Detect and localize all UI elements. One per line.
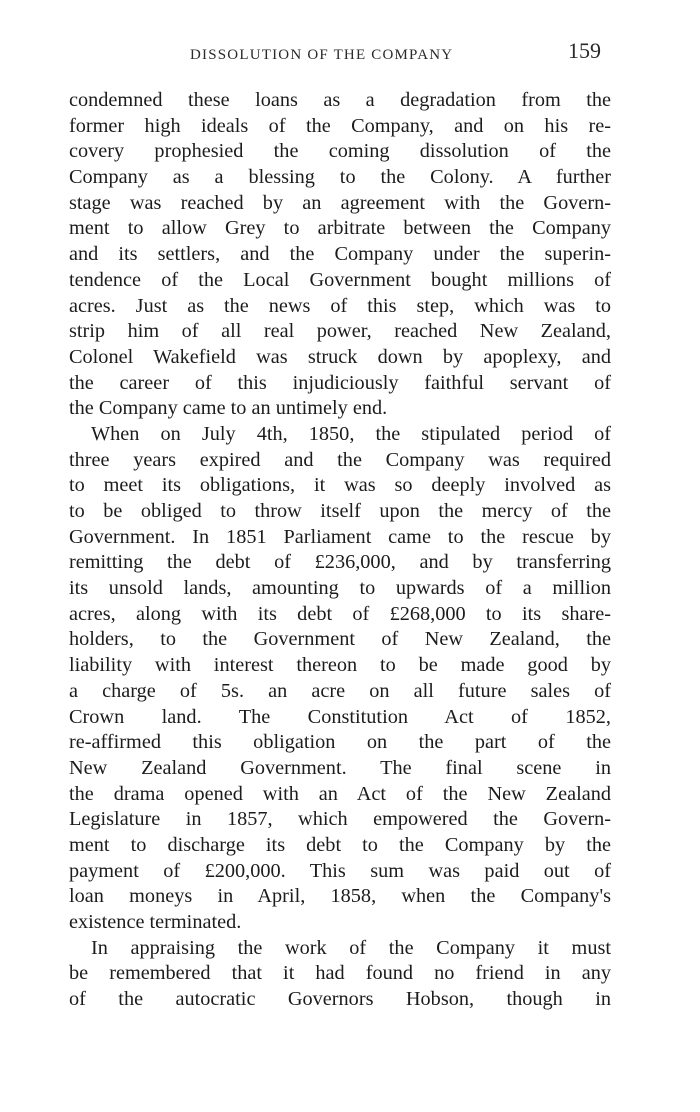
- text-line: be remembered that it had found no friend in any: [69, 962, 611, 985]
- text-line: remitting the debt of £236,000, and by transferring: [69, 551, 611, 574]
- text-line: re-affirmed this obligation on the part of the: [69, 731, 611, 754]
- text-line: to meet its obligations, it was so deeply involved as: [69, 474, 611, 497]
- text-line: ment to allow Grey to arbitrate between the Company: [69, 217, 611, 240]
- paragraph-end-line: the Company came to an untimely end.: [69, 397, 388, 420]
- text-line: loan moneys in April, 1858, when the Company's: [69, 885, 611, 908]
- text-line: condemned these loans as a degradation from the: [69, 89, 611, 111]
- text-line: three years expired and the Company was required: [69, 448, 611, 471]
- text-line: its unsold lands, amounting to upwards of a million: [69, 577, 611, 600]
- text-line: payment of £200,000. This sum was paid out of: [69, 859, 611, 882]
- paragraph-end-line: existence terminated.: [69, 911, 242, 933]
- text-line: Crown land. The Constitution Act of 1852,: [69, 705, 611, 728]
- text-line: holders, to the Government of New Zealand, the: [69, 628, 611, 651]
- page-number: 159: [568, 38, 601, 63]
- text-line: stage was reached by an agreement with the Govern-: [69, 191, 611, 214]
- text-line: to be obliged to throw itself upon the mercy of the: [69, 500, 611, 522]
- text-line: of the autocratic Governors Hobson, though in: [69, 988, 611, 1011]
- body-text: [69, 88, 611, 1013]
- text-line: the drama opened with an Act of the New Zealand: [69, 782, 611, 805]
- text-line: the career of this injudiciously faithful servant of: [69, 371, 611, 394]
- text-line: covery prophesied the coming dissolution of the: [69, 140, 611, 163]
- text-line: Legislature in 1857, which empowered the Govern-: [69, 808, 611, 831]
- text-line: Government. In 1851 Parliament came to the rescue by: [69, 525, 611, 548]
- text-line: Colonel Wakefield was struck down by apoplexy, and: [69, 345, 611, 368]
- text-line: New Zealand Government. The final scene in: [69, 756, 611, 779]
- text-line: Company as a blessing to the Colony. A further: [69, 166, 611, 189]
- text-line: tendence of the Local Government bought millions of: [69, 268, 611, 291]
- running-title: DISSOLUTION OF THE COMPANY: [190, 47, 454, 63]
- text-line: former high ideals of the Company, and on his re-: [69, 114, 611, 137]
- paragraph-first-line: When on July 4th, 1850, the stipulated period of: [91, 422, 611, 445]
- text-line: strip him of all real power, reached New Zealand,: [69, 320, 611, 343]
- paragraph-first-line: In appraising the work of the Company it must: [91, 936, 611, 959]
- text-line: acres, along with its debt of £268,000 to its share-: [69, 602, 611, 625]
- text-line: and its settlers, and the Company under the superin-: [69, 243, 611, 266]
- text-line: ment to discharge its debt to the Company by the: [69, 833, 611, 856]
- text-line: a charge of 5s. an acre on all future sales of: [69, 679, 611, 702]
- text-line: liability with interest thereon to be made good by: [69, 654, 611, 677]
- text-line: acres. Just as the news of this step, which was to: [69, 294, 611, 317]
